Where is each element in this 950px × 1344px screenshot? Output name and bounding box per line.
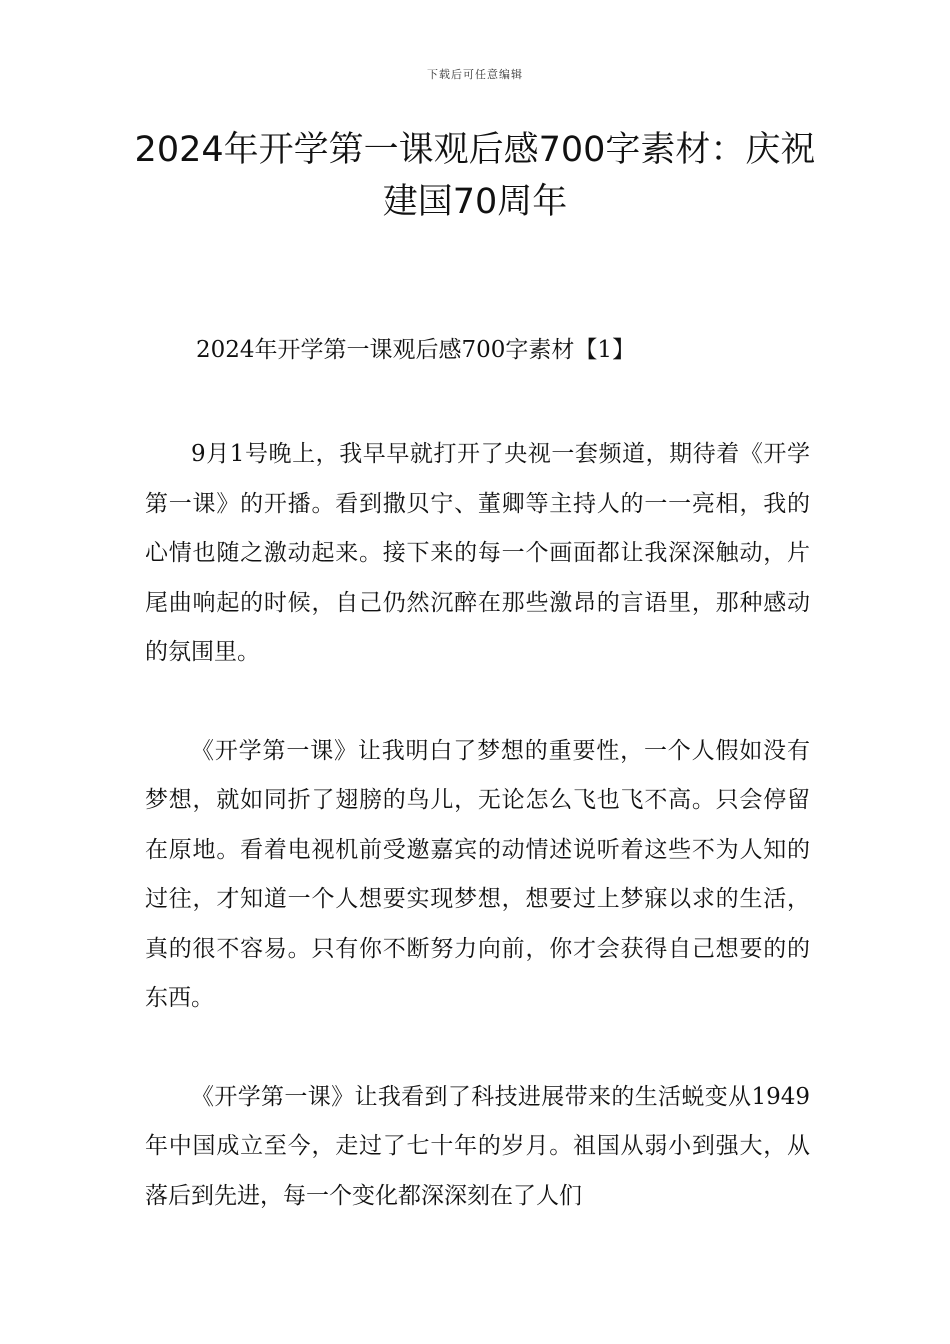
- header-note: 下载后可任意编辑: [427, 68, 523, 81]
- paragraph-2: 《开学第一课》让我明白了梦想的重要性，一个人假如没有梦想，就如同折了翅膀的鸟儿，无论怎么飞也飞不高。只会停留在原地。看着电视机前受邀嘉宾的动情述说听着这些不为人知的过往，才知道一个人想要实现梦想，想要过上梦寐以求的生活，真的很不容易。只有你不断努力向前，你才会获得自己想要的的东西。: [145, 737, 810, 1011]
- section-subheading: 2024年开学第一课观后感700字素材【1】: [196, 337, 636, 363]
- document-title: 2024年开学第一课观后感700字素材：庆祝建国70周年: [134, 130, 816, 222]
- document-body: [145, 430, 810, 1270]
- paragraph-1: 9月1号晚上，我早早就打开了央视一套频道，期待着《开学第一课》的开播。看到撒贝宁、董卿等主持人的一一亮相，我的心情也随之激动起来。接下来的每一个画面都让我深深触动，片尾曲响起的时候，自己仍然沉醉在那些激昂的言语里，那种感动的氛围里。: [145, 441, 810, 665]
- paragraph-3: 《开学第一课》让我看到了科技进展带来的生活蜕变从1949年中国成立至今，走过了七十年的岁月。祖国从弱小到强大，从落后到先进，每一个变化都深深刻在了人们: [145, 1083, 810, 1209]
